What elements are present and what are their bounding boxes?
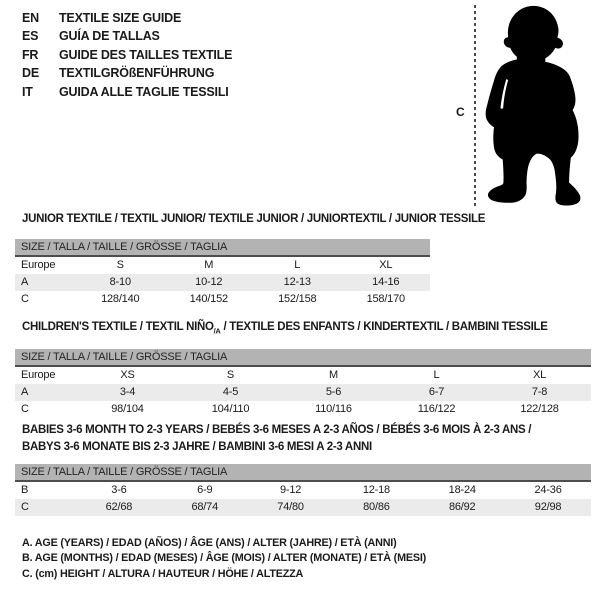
lang-title: TEXTILGRÖßENFÜHRUNG	[59, 66, 215, 81]
height-cell: 158/170	[366, 293, 405, 305]
babies-title-line1: BABIES 3-6 MONTH TO 2-3 YEARS / BEBÉS 3-6 MESES A 2-3 AÑOS / BÉBÉS 3-6 MOIS À 2-3 ANS /	[22, 424, 532, 436]
age-cell: 9-12	[279, 484, 302, 496]
age-cell: 6-9	[197, 484, 213, 496]
babies-table-title	[22, 422, 531, 455]
age-cell: 6-7	[428, 386, 445, 398]
size-cell: S	[116, 259, 124, 271]
age-cell: 14-16	[372, 276, 400, 288]
children-title-subscript: /A	[213, 326, 221, 336]
lang-row-it	[22, 83, 232, 101]
table-row-europe	[15, 257, 430, 274]
size-header-row: SIZE / TALLA / TAILLE / GRÖSSE / TAGLIA	[15, 464, 591, 482]
age-cell: 10-12	[195, 276, 223, 288]
children-size-table	[15, 349, 591, 418]
footnote-a: A. AGE (YEARS) / EDAD (AÑOS) / ÂGE (ANS) / ALTER (JAHRE) / ETÀ (ANNI)	[22, 537, 397, 549]
lang-row-fr	[22, 46, 232, 64]
table-row-height	[15, 401, 591, 418]
lang-title: GUÍA DE TALLAS	[59, 29, 160, 44]
children-table-title	[22, 319, 548, 340]
table-row-age	[15, 274, 430, 291]
babies-size-table	[15, 464, 591, 516]
size-cell: S	[226, 369, 235, 381]
lang-row-de	[22, 64, 232, 82]
height-cell: 122/128	[520, 403, 559, 415]
junior-table-title: JUNIOR TEXTILE / TEXTIL JUNIOR/ TEXTILE JUNIOR / JUNIORTEXTIL / JUNIOR TESSILE	[22, 213, 486, 225]
size-cell: M	[329, 369, 338, 381]
height-cell: 86/92	[448, 501, 476, 513]
table-row-age-months	[15, 482, 591, 499]
height-cell: 68/74	[191, 501, 218, 513]
table-row-height	[15, 499, 591, 516]
row-label: Europe	[21, 259, 56, 271]
children-title-rest: / TEXTILE DES ENFANTS / KINDERTEXTIL / BAMBINI TESSILE	[220, 321, 548, 333]
size-cell: L	[433, 369, 440, 381]
row-label: C	[21, 403, 29, 415]
size-header-row: SIZE / TALLA / TAILLE / GRÖSSE / TAGLIA	[15, 349, 591, 367]
lang-title: TEXTILE SIZE GUIDE	[59, 11, 182, 25]
height-cell: 92/98	[534, 501, 562, 513]
language-title-block	[22, 9, 232, 101]
legend-footnotes	[22, 536, 426, 582]
row-label: C	[21, 501, 29, 513]
lang-title: GUIDA ALLE TAGLIE TESSILI	[59, 84, 229, 99]
lang-title: GUIDE DES TAILLES TEXTILE	[59, 47, 233, 62]
lang-code: DE	[22, 66, 39, 81]
age-cell: 24-36	[534, 484, 562, 496]
height-cell: 116/122	[417, 403, 456, 415]
age-cell: 12-18	[362, 484, 390, 496]
row-label: A	[21, 276, 29, 288]
row-label: A	[21, 386, 29, 398]
height-cell: 74/80	[277, 501, 304, 513]
row-label: Europe	[21, 369, 56, 381]
height-cell: 62/68	[105, 501, 133, 513]
height-cell: 128/140	[101, 293, 140, 305]
height-cell: 152/158	[278, 293, 317, 305]
lang-row-es	[22, 27, 232, 45]
table-row-europe	[15, 367, 591, 384]
size-header-row: SIZE / TALLA / TAILLE / GRÖSSE / TAGLIA	[15, 239, 430, 257]
age-cell: 3-4	[119, 386, 136, 398]
height-cell: 104/110	[211, 403, 250, 415]
height-cell: 140/152	[189, 293, 228, 305]
lang-code: FR	[22, 47, 39, 62]
footnote-c: C. (cm) HEIGHT / ALTURA / HAUTEUR / HÖHE / ALTEZZA	[22, 567, 304, 580]
size-cell: L	[294, 259, 301, 271]
lang-row-en	[22, 9, 232, 27]
height-measure-label: C	[456, 105, 465, 119]
age-cell: 18-24	[448, 484, 476, 496]
lang-code: ES	[22, 29, 39, 44]
toddler-silhouette-path	[486, 6, 581, 206]
height-cell: 110/116	[315, 403, 352, 415]
age-cell: 12-13	[283, 276, 311, 288]
height-measure-dotted-line	[474, 5, 476, 206]
size-cell: XL	[532, 369, 547, 381]
age-cell: 3-6	[111, 484, 127, 496]
height-cell: 98/104	[111, 403, 144, 415]
lang-code: EN	[22, 11, 39, 25]
toddler-silhouette	[481, 2, 599, 214]
lang-code: IT	[22, 84, 33, 99]
size-cell: M	[204, 259, 214, 271]
footnote-b: B. AGE (MONTHS) / EDAD (MESES) / ÂGE (MOIS) / ALTER (MONATE) / ETÀ (MESI)	[22, 552, 427, 565]
row-label: B	[21, 484, 29, 496]
babies-title-line2: BABYS 3-6 MONATE BIS 2-3 JAHRE / BAMBINI 3-6 MESI A 2-3 ANNI	[22, 440, 372, 453]
table-row-age	[15, 384, 591, 401]
size-cell: XL	[379, 259, 393, 271]
row-label: C	[21, 293, 29, 305]
age-cell: 7-8	[531, 386, 548, 398]
children-title-main: CHILDREN'S TEXTILE / TEXTIL NIÑO	[22, 321, 214, 333]
table-row-height	[15, 291, 430, 308]
height-cell: 80/86	[363, 501, 390, 513]
size-cell: XS	[120, 369, 135, 381]
junior-size-table	[15, 239, 430, 308]
age-cell: 4-5	[222, 386, 239, 398]
age-cell: 5-6	[325, 386, 342, 398]
age-cell: 8-10	[109, 276, 131, 288]
